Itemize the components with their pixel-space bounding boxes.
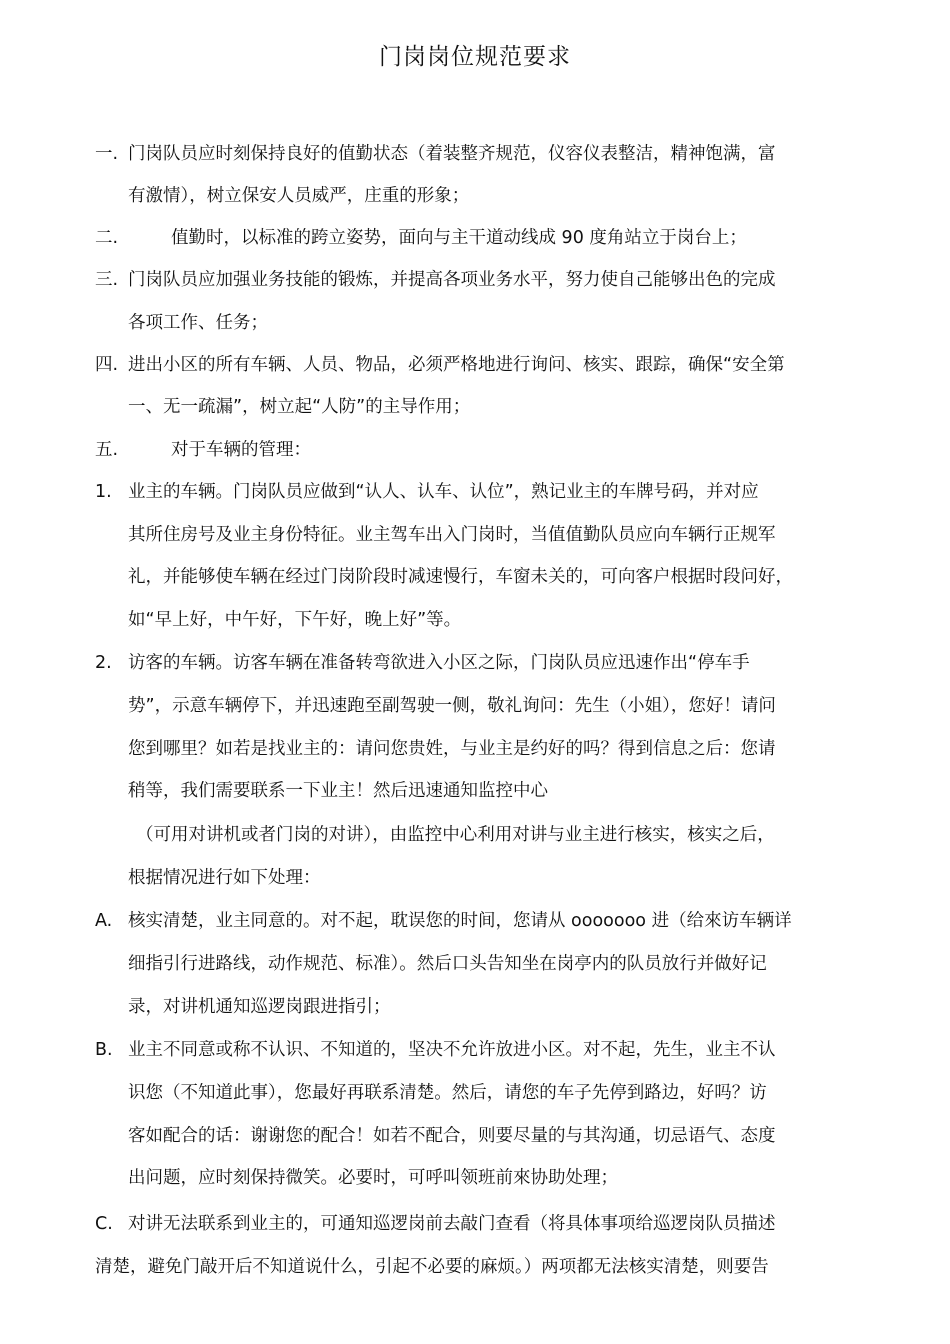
item-line: 势”，示意车辆停下，并迅速跑至副驾驶一侧，敬礼询问：先生（小姐），您好！请问 bbox=[128, 696, 776, 716]
item-line: 礼，并能够使车辆在经过门岗阶段时减速慢行，车窗未关的，可向客户根据时段问好， bbox=[128, 567, 793, 587]
item-line: 清楚，避免门敲开后不知道说什么，引起不必要的麻烦。）两项都无法核实清楚，则要告 bbox=[95, 1257, 769, 1277]
item-marker: 1. bbox=[95, 482, 112, 502]
item-line: 您到哪里？如若是找业主的：请问您贵姓，与业主是约好的吗？得到信息之后：您请 bbox=[128, 739, 776, 759]
item-line: 客如配合的话：谢谢您的配合！如若不配合，则要尽量的与其沟通，切忌语气、态度 bbox=[128, 1126, 776, 1146]
item-line: 稍等，我们需要联系一下业主！然后迅速通知监控中心 bbox=[128, 781, 548, 801]
item-marker: C. bbox=[95, 1214, 113, 1234]
item-line: （可用对讲机或者门岗的对讲），由监控中心利用对讲与业主进行核实，核实之后， bbox=[136, 825, 775, 845]
item-line: 其所住房号及业主身份特征。业主驾车出入门岗时，当值值勤队员应向车辆行正规军 bbox=[128, 525, 776, 545]
item-line: 出问题，应时刻保持微笑。必要时，可呼叫领班前來协助处理； bbox=[128, 1168, 618, 1188]
page-title: 门岗岗位规范要求 bbox=[379, 44, 571, 70]
item-marker: 二. bbox=[95, 228, 119, 248]
item-line: 一、无一疏漏”，树立起“人防”的主导作用； bbox=[128, 397, 471, 417]
item-line: 值勤时，以标准的跨立姿势，面向与主干道动线成 90 度角站立于岗台上； bbox=[171, 228, 747, 248]
item-line: 门岗队员应时刻保持良好的值勤状态（着装整齐规范，仪容仪表整洁，精神饱满，富 bbox=[128, 144, 776, 164]
item-marker: 五. bbox=[95, 440, 119, 460]
item-line: 门岗队员应加强业务技能的锻炼，并提高各项业务水平，努力使自己能够出色的完成 bbox=[128, 270, 776, 290]
item-marker: 一. bbox=[95, 144, 119, 164]
item-line: 对讲无法联系到业主的，可通知巡逻岗前去敲门查看（将具体事项给巡逻岗队员描述 bbox=[128, 1214, 776, 1234]
item-line: 访客的车辆。访客车辆在准备转弯欲进入小区之际，门岗队员应迅速作出“停车手 bbox=[128, 653, 750, 673]
item-line: 各项工作、任务； bbox=[128, 313, 268, 333]
item-marker: 三. bbox=[95, 270, 119, 290]
item-line: 根据情况进行如下处理： bbox=[128, 868, 321, 888]
item-line: 业主不同意或称不认识、不知道的，坚决不允许放进小区。对不起，先生，业主不认 bbox=[128, 1040, 776, 1060]
item-line: 录，对讲机通知巡逻岗跟进指引； bbox=[128, 997, 391, 1017]
item-marker: 2. bbox=[95, 653, 112, 673]
item-marker: A. bbox=[95, 911, 113, 931]
item-marker: B. bbox=[95, 1040, 113, 1060]
item-line: 对于车辆的管理： bbox=[171, 440, 311, 460]
item-line: 如“早上好，中午好，下午好，晚上好”等。 bbox=[128, 610, 462, 630]
item-line: 有激情），树立保安人员威严，庄重的形象； bbox=[128, 186, 470, 206]
item-line: 进出小区的所有车辆、人员、物品，必须严格地进行询问、核实、跟踪，确保“安全第 bbox=[128, 355, 785, 375]
item-marker: 四. bbox=[95, 355, 119, 375]
item-line: 识您（不知道此事），您最好再联系清楚。然后，请您的车子先停到路边，好吗？访 bbox=[128, 1083, 767, 1103]
item-line: 细指引行进路线，动作规范、标准）。然后口头告知坐在岗亭内的队员放行并做好记 bbox=[128, 954, 767, 974]
item-line: 业主的车辆。门岗队员应做到“认人、认车、认位”，熟记业主的车牌号码，并对应 bbox=[128, 482, 759, 502]
item-line: 核实清楚，业主同意的。对不起，耽误您的时间，您请从 ooooooo 进（给來访车辆详 bbox=[128, 911, 792, 931]
